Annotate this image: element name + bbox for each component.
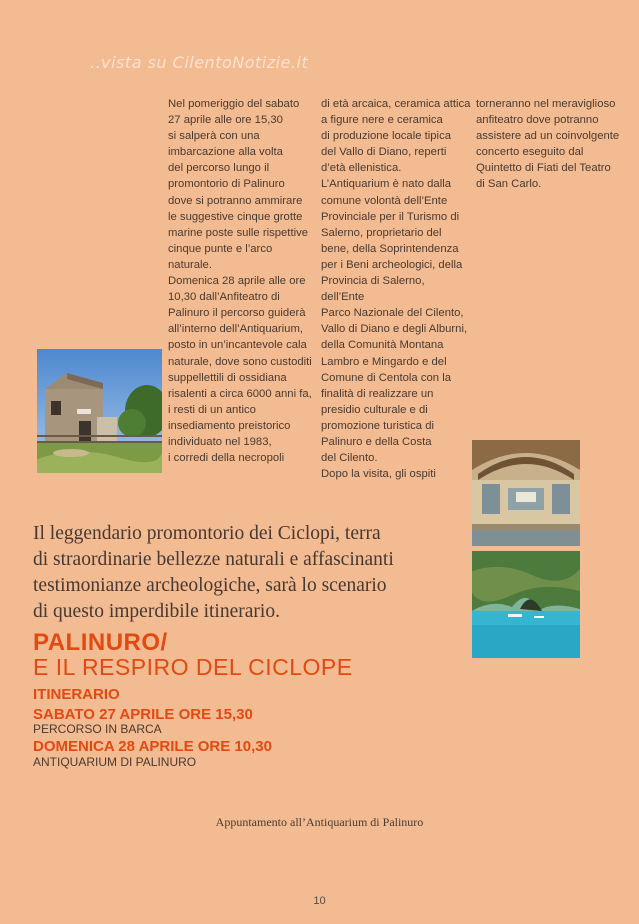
pull-quote: Il leggendario promontorio dei Ciclopi, terra di straordinarie bellezze naturali e affascinanti testimonianze archeologiche, sarà lo scenario di questo imperdibile itinerario. xyxy=(33,523,394,622)
article-column-1: Nel pomeriggio del sabato 27 aprile alle ore 15,30 si salperà con una imbarcazione alla volta del percorso lungo il promontorio di Palinuro dove si potranno ammirare le suggestive cinque grotte marine poste sulle rispettive cinque punte e l’arco naturale. Domenica 28 aprile alle ore 10,30 dall’Anfiteatro di Palinuro il percorso guiderà all’interno dell’Antiquarium, posto in un’incantevole cala naturale, dove sono custoditi suppellettili di ossidiana risalenti a circa 6000 anni fa, i resti di un antico insediamento preistorico individuato nel 1983, i corredi della necropoli xyxy=(168,98,312,465)
article-column-2: di età arcaica, ceramica attica a figure nere e ceramica di produzione locale tipica del Vallo di Diano, reperti d’età ellenistica. L’Antiquarium è nato dalla comune volontà dell’Ente Provinciale per il Turismo di Salerno, proprietario del bene, della Soprintendenza per i Beni archeologici, della Provincia di Salerno, dell’Ente Parco Nazionale del Cilento, Vallo di Diano e degli Alburni, della Comunità Montana Lambro e Mingardo e del Comune di Centola con la finalità di realizzare un presidio culturale e di promozione turistica di Palinuro e della Costa del Cilento. Dopo la visita, gli ospiti xyxy=(321,98,471,481)
page-number: 10 xyxy=(313,895,326,907)
watermark: ..vista su CilentoNotizie.it xyxy=(90,53,309,72)
itinerary-day1: SABATO 27 APRILE ORE 15,30 xyxy=(33,706,253,723)
footer-note: Appuntamento all’Antiquarium di Palinuro xyxy=(215,815,424,829)
itinerary-heading: ITINERARIO xyxy=(33,686,120,703)
sea-grotto-photo xyxy=(472,551,580,658)
itinerary-day1-detail: PERCORSO IN BARCA xyxy=(33,722,162,736)
event-title: PALINURO/ xyxy=(33,629,168,656)
itinerary-day2-detail: ANTIQUARIUM DI PALINURO xyxy=(33,755,197,769)
event-subtitle: E IL RESPIRO DEL CICLOPE xyxy=(33,654,353,680)
article-column-3: torneranno nel meraviglioso anfiteatro dove potranno assistere ad un coinvolgente concerto eseguito dal Quintetto di Fiati del Teatro di San Carlo. xyxy=(476,98,620,191)
museum-interior-photo xyxy=(472,440,580,546)
itinerary-day2: DOMENICA 28 APRILE ORE 10,30 xyxy=(33,738,272,755)
antiquarium-building-photo xyxy=(37,349,162,473)
